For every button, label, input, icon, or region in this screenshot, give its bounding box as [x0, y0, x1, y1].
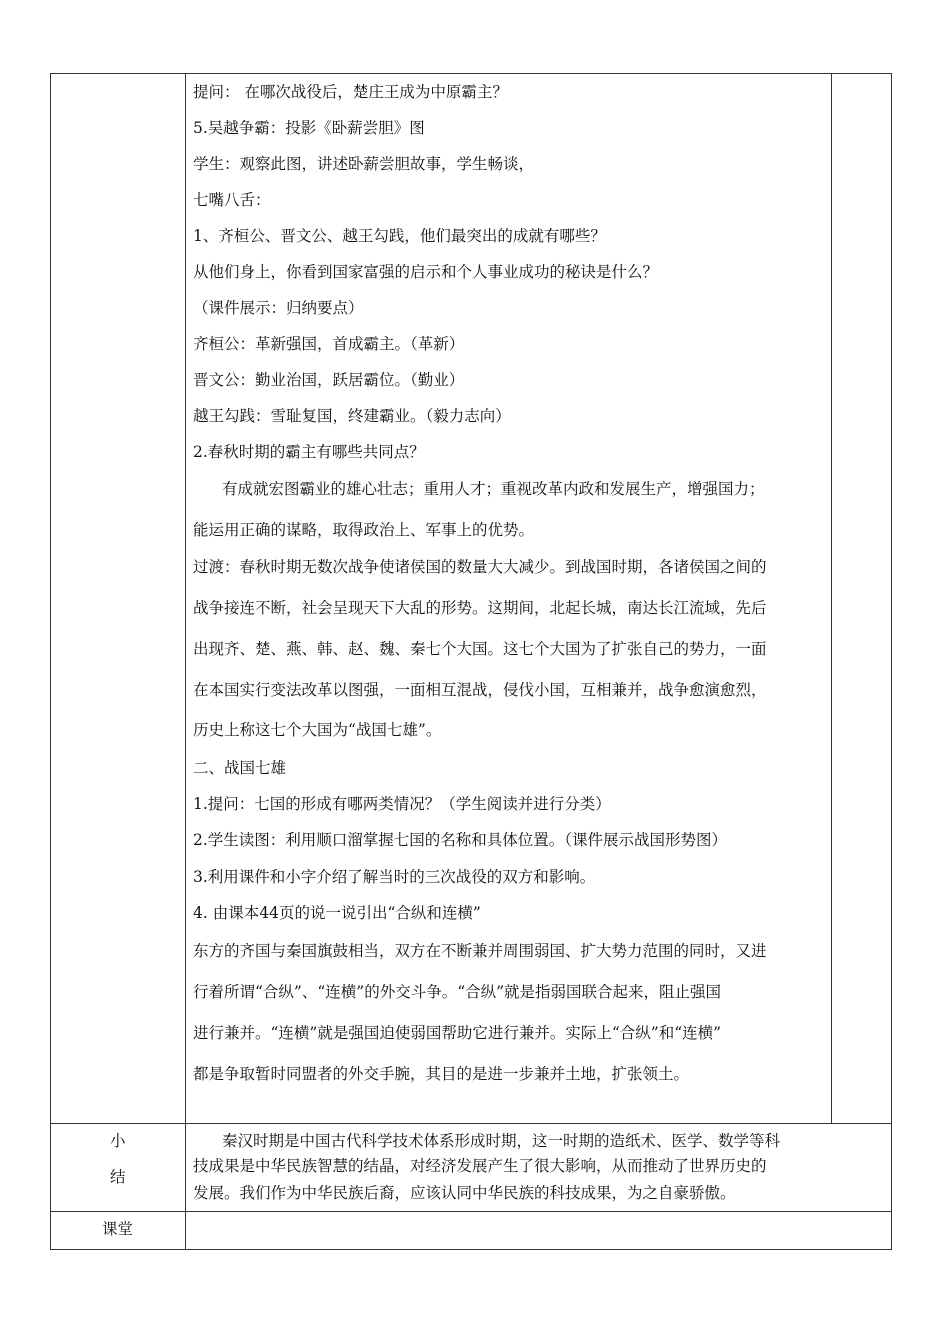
lesson-line: 进行兼并。“连横”就是强国迫使弱国帮助它进行兼并。实际上“合纵”和“连横”	[193, 1024, 722, 1042]
table-bottom-border	[50, 1249, 891, 1250]
lesson-line: 1、齐桓公、晋文公、越王勾践，他们最突出的成就有哪些？	[193, 227, 606, 245]
lesson-line: 东方的齐国与秦国旗鼓相当，双方在不断兼并周围弱国、扩大势力范围的同时，又进	[193, 942, 767, 960]
lesson-line: 晋文公：勤业治国，跃居霸位。（勤业）	[193, 371, 465, 389]
column-divider-right	[831, 73, 832, 1124]
lesson-line: 在本国实行变法改革以图强，一面相互混战，侵伐小国，互相兼并，战争愈演愈烈，	[193, 681, 767, 699]
lesson-line: 齐桓公：革新强国，首成霸主。（革新）	[193, 335, 465, 353]
summary-label-2: 结	[110, 1168, 126, 1186]
lesson-line: 过渡：春秋时期无数次战争使诸侯国的数量大大减少。到战国时期，各诸侯国之间的	[193, 558, 767, 576]
lesson-line: 提问： 在哪次战役后，楚庄王成为中原霸主？	[193, 83, 508, 101]
section-heading: 二、战国七雄	[193, 759, 287, 777]
lesson-line: 2.春秋时期的霸主有哪些共同点？	[193, 443, 425, 461]
lesson-line: 1.提问：七国的形成有哪两类情况？（学生阅读并进行分类）	[193, 795, 611, 813]
summary-line: 秦汉时期是中国古代科学技术体系形成时期，这一时期的造纸术、医学、数学等科	[222, 1132, 781, 1150]
lesson-line: 2.学生读图：利用顺口溜掌握七国的名称和具体位置。（课件展示战国形势图）	[193, 831, 728, 849]
row-divider-classroom	[50, 1211, 891, 1212]
row-divider-summary	[50, 1123, 891, 1124]
summary-line: 技成果是中华民族智慧的结晶，对经济发展产生了很大影响，从而推动了世界历史的	[193, 1157, 767, 1175]
classroom-label: 课堂	[102, 1220, 134, 1238]
lesson-line: 4. 由课本44页的说一说引出“合纵和连横”	[193, 904, 481, 922]
lesson-line: 有成就宏图霸业的雄心壮志；重用人才；重视改革内政和发展生产，增强国力；	[222, 480, 765, 498]
lesson-line: （课件展示：归纳要点）	[193, 299, 364, 317]
summary-label-1: 小	[110, 1132, 126, 1150]
table-right-border	[891, 73, 892, 1250]
lesson-line: 5.吴越争霸：投影《卧薪尝胆》图	[193, 119, 425, 137]
lesson-line: 能运用正确的谋略，取得政治上、军事上的优势。	[193, 521, 535, 539]
lesson-line: 七嘴八舌：	[193, 191, 271, 209]
lesson-line: 学生：观察此图，讲述卧薪尝胆故事，学生畅谈，	[193, 155, 535, 173]
column-divider-left	[185, 73, 186, 1250]
lesson-line: 越王勾践：雪耻复国，终建霸业。（毅力志向）	[193, 407, 511, 425]
lesson-line: 从他们身上，你看到国家富强的启示和个人事业成功的秘诀是什么？	[193, 263, 659, 281]
lesson-line: 3.利用课件和小字介绍了解当时的三次战役的双方和影响。	[193, 868, 596, 886]
lesson-line: 都是争取暂时同盟者的外交手腕，其目的是进一步兼并土地，扩张领土。	[193, 1065, 690, 1083]
table-left-border	[50, 73, 51, 1250]
lesson-line: 战争接连不断，社会呈现天下大乱的形势。这期间，北起长城，南达长江流域，先后	[193, 599, 767, 617]
summary-line: 发展。我们作为中华民族后裔，应该认同中华民族的科技成果，为之自豪骄傲。	[193, 1184, 736, 1202]
lesson-line: 出现齐、楚、燕、韩、赵、魏、秦七个大国。这七个大国为了扩张自己的势力，一面	[193, 640, 767, 658]
lesson-line: 行着所谓“合纵”、“连横”的外交斗争。“合纵”就是指弱国联合起来，阻止强国	[193, 983, 722, 1001]
table-top-border	[50, 73, 891, 74]
lesson-line: 历史上称这七个大国为“战国七雄”。	[193, 721, 442, 739]
